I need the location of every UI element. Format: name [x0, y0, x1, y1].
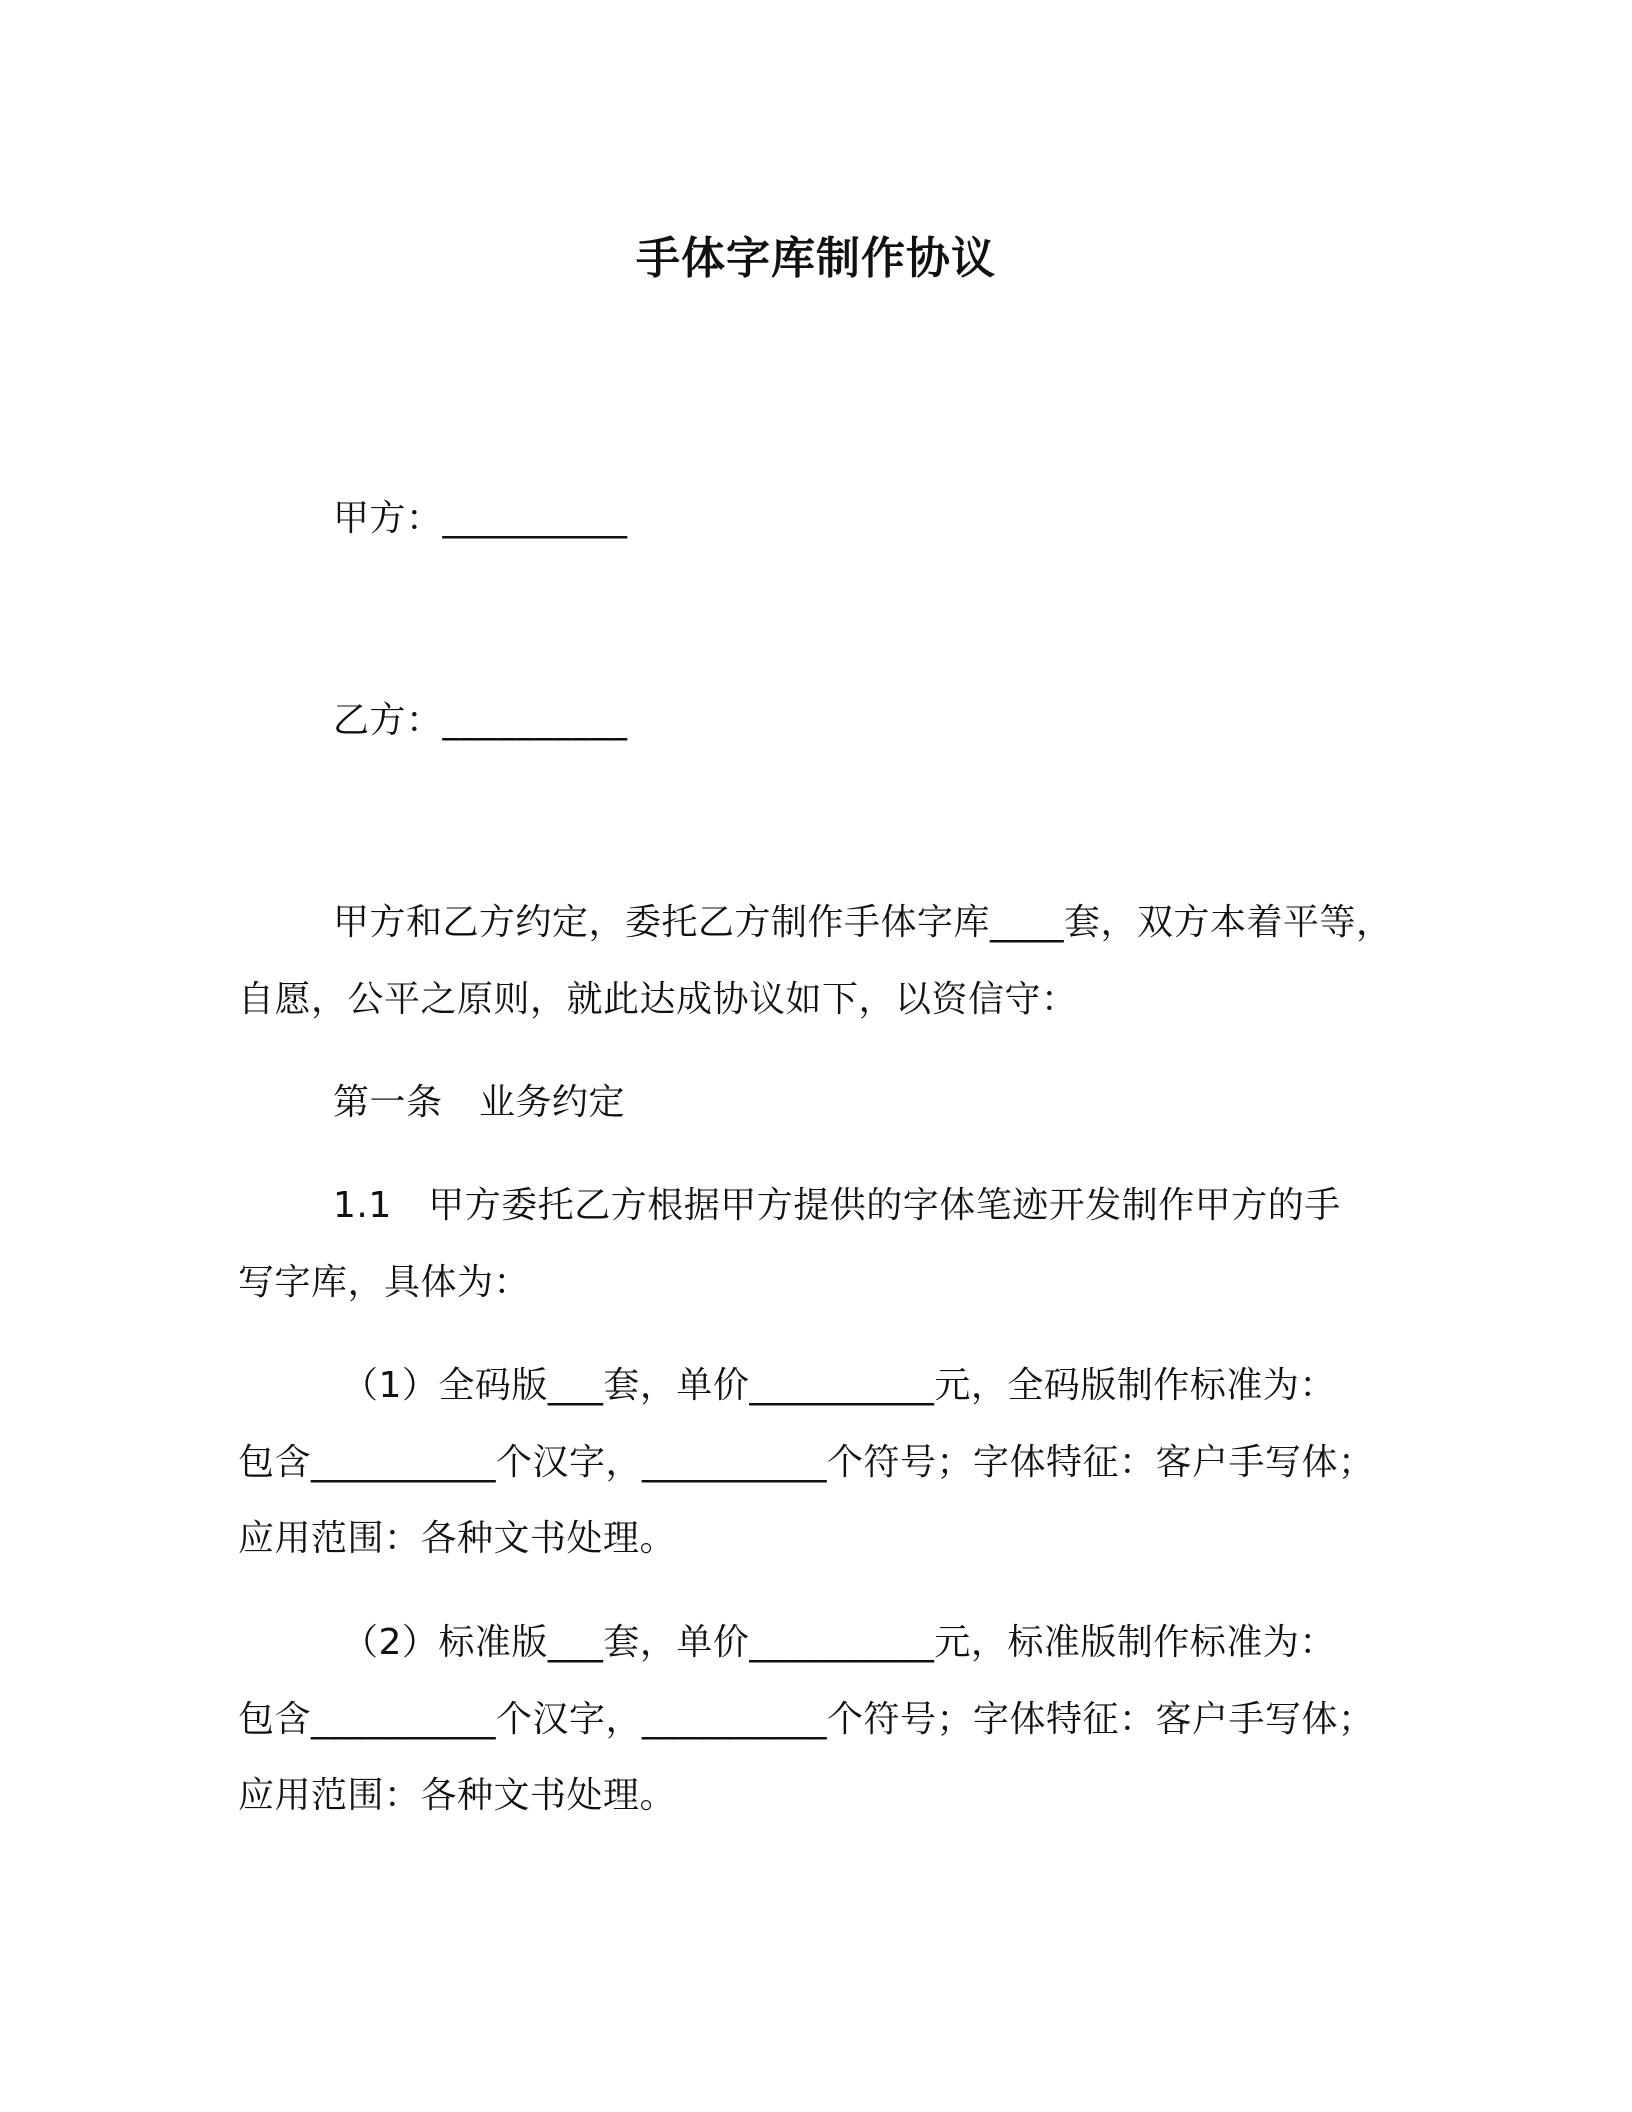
article-1-heading: 第一条 业务约定	[333, 1082, 626, 1123]
item-1-line-1: （1）全码版___套，单价__________元，全码版制作标准为：	[342, 1365, 1336, 1406]
intro-line-2: 自愿，公平之原则，就此达成协议如下，以资信守：	[238, 979, 1078, 1020]
clause-1-1-line-1: 1.1 甲方委托乙方根据甲方提供的字体笔迹开发制作甲方的手	[333, 1185, 1341, 1226]
intro-line-1: 甲方和乙方约定，委托乙方制作手体字库____套，双方本着平等，	[333, 902, 1393, 943]
party-a-line: 甲方：__________	[333, 498, 628, 539]
item-2-line-1: （2）标准版___套，单价__________元，标准版制作标准为：	[342, 1622, 1336, 1663]
item-2-line-3: 应用范围：各种文书处理。	[238, 1775, 677, 1816]
item-2-line-2: 包含__________个汉字，__________个符号；字体特征：客户手写体；	[238, 1699, 1375, 1740]
party-b-line: 乙方：__________	[333, 700, 628, 741]
document-title: 手体字库制作协议	[636, 233, 996, 284]
item-1-line-2: 包含__________个汉字，__________个符号；字体特征：客户手写体；	[238, 1442, 1375, 1483]
item-1-line-3: 应用范围：各种文书处理。	[238, 1518, 677, 1559]
clause-1-1-line-2: 写字库，具体为：	[238, 1262, 531, 1303]
